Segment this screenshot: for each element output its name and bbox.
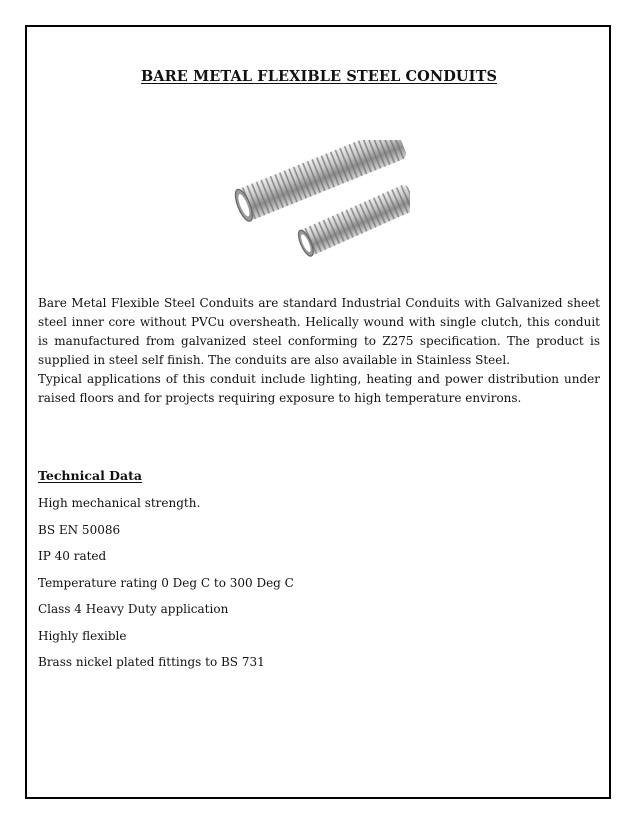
spec-item: Class 4 Heavy Duty application [38,602,229,616]
spec-item: Highly flexible [38,628,127,643]
spec-item: Brass nickel plated fittings to BS 731 [38,655,265,669]
spec-item: Temperature rating 0 Deg C to 300 Deg C [38,575,294,590]
spec-item: High mechanical strength. [38,496,201,510]
technical-data-heading: Technical Data [38,468,142,483]
technical-data-list [38,496,294,682]
conduit-image [228,140,410,260]
page-title: BARE METAL FLEXIBLE STEEL CONDUITS [140,68,498,85]
spec-item: IP 40 rated [38,549,107,563]
applications-paragraph: Typical applications of this conduit include lighting, heating and power distribution under raised floors and for projects requiring exposure to high temperature environs. [38,372,600,405]
description-paragraph: Bare Metal Flexible Steel Conduits are standard Industrial Conduits with Galvanized sheet steel inner core without PVCu oversheath. Helically wound with single clutch, this conduit is manufactured from galvanized steel conforming to Z275 specification. The product is supplied in steel self finish. The conduits are also available in Stainless Steel. [38,296,600,367]
spec-item: BS EN 50086 [38,522,121,537]
